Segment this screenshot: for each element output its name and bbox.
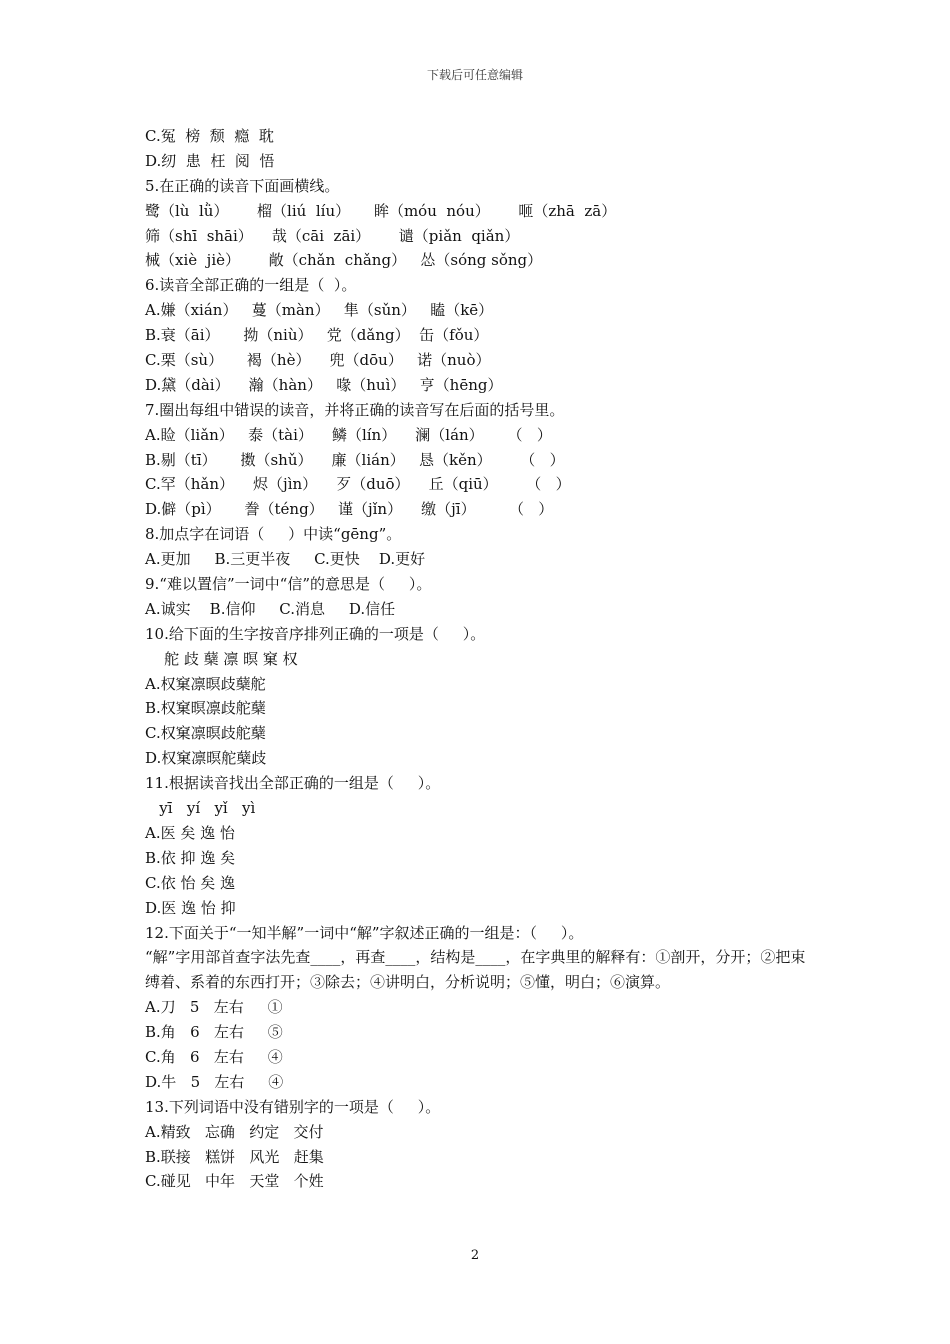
text-line: C.依 怡 矣 逸: [145, 873, 236, 892]
text-line: A.医 矣 逸 怡: [145, 823, 235, 842]
text-line: 10.给下面的生字按音序排列正确的一项是（ ）。: [145, 624, 486, 643]
document-body: [145, 124, 815, 1194]
text-line: A.更加 B.三更半夜 C.更快 D.更好: [145, 550, 426, 569]
text-line: 舵 歧 蘖 凛 暝 窠 权: [145, 649, 298, 668]
text-line: 11.根据读音找出全部正确的一组是（ ）。: [145, 774, 441, 793]
text-line: 5.在正确的读音下面画横线。: [145, 176, 340, 195]
text-line: D.僻（pì） 誊（téng） 谨（jǐn） 缴（jī） （ ）: [145, 500, 554, 519]
text-line: A.诚实 B.信仰 C.消息 D.信任: [145, 599, 396, 618]
text-line: D.黛（dài） 瀚（hàn） 喙（huì） 亨（hēng）: [145, 375, 503, 394]
text-line: C.权窠凛暝歧舵蘖: [145, 724, 266, 743]
text-line: 鹭（lù lǜ） 榴（liú líu） 眸（móu nóu） 咂（zhā zā）: [145, 201, 617, 220]
text-line: 6.读音全部正确的一组是（ ）。: [145, 276, 357, 295]
text-line: C.角 6 左右 ④: [145, 1047, 283, 1066]
text-line: C.罕（hǎn） 烬（jìn） 歹（duō） 丘（qiū） （ ）: [145, 475, 571, 494]
text-line: A.权窠凛暝歧蘖舵: [145, 674, 266, 693]
text-line: B.角 6 左右 ⑤: [145, 1023, 283, 1042]
text-line: 9.“难以置信”一词中“信”的意思是（ ）。: [145, 575, 432, 594]
text-line: 筛（shī shāi） 哉（cāi zāi） 谴（piǎn qiǎn）: [145, 226, 520, 245]
text-line: 12.下面关于“一知半解”一词中“解”字叙述正确的一组是：（ ）。: [145, 923, 584, 942]
page-header-note: 下载后可任意编辑: [426, 68, 523, 82]
question-lines-a: [145, 124, 815, 945]
text-line: 13.下列词语中没有错别字的一项是（ ）。: [145, 1097, 441, 1116]
text-line: C.碰见 中年 天堂 个姓: [145, 1172, 324, 1191]
text-line: yī yí yǐ yì: [145, 799, 256, 818]
text-line: D.权窠凛暝舵蘖歧: [145, 749, 267, 768]
text-line: B.衰（āi） 拗（niù） 党（dǎng） 缶（fǒu）: [145, 326, 489, 345]
text-line: 械（xiè jiè） 敞（chǎn chǎng） 怂（sóng sǒng）: [145, 251, 543, 270]
text-line: B.依 抑 逸 矣: [145, 848, 236, 867]
question-12-paragraph: “解”字用部首查字法先查____，再查____，结构是____，在字典里的解释有：①剖开，分开；②把束缚着、系着的东西打开；③除去；④讲明白，分析说明；⑤懂，明白；⑥演算。: [145, 948, 806, 992]
text-line: A.睑（liǎn） 泰（tài） 鳞（lín） 澜（lán） （ ）: [145, 425, 552, 444]
text-line: A.精致 忘确 约定 交付: [145, 1122, 324, 1141]
text-line: D.纫 患 枉 阅 悟: [145, 151, 275, 170]
text-line: A.嫌（xián） 蔓（màn） 隼（sǔn） 瞌（kē）: [145, 301, 494, 320]
text-line: B.剔（tī） 擞（shǔ） 廉（lián） 恳（kěn） （ ）: [145, 450, 565, 469]
page-number: 2: [470, 1248, 480, 1263]
text-line: 8.加点字在词语（ ）中读“gēng”。: [145, 525, 402, 544]
text-line: B.权窠暝凛歧舵蘖: [145, 699, 266, 718]
text-line: D.牛 5 左右 ④: [145, 1072, 284, 1091]
text-line: C.冤 榜 颓 瘾 耽: [145, 127, 274, 145]
question-lines-b: [145, 995, 815, 1194]
text-line: 7.圈出每组中错误的读音，并将正确的读音写在后面的括号里。: [145, 400, 565, 419]
text-line: C.栗（sù） 褐（hè） 兜（dōu） 诺（nuò）: [145, 351, 491, 370]
text-line: B.联接 糕饼 风光 赶集: [145, 1147, 324, 1166]
text-line: A.刀 5 左右 ①: [145, 998, 283, 1017]
text-line: D.医 逸 怡 抑: [145, 898, 236, 917]
